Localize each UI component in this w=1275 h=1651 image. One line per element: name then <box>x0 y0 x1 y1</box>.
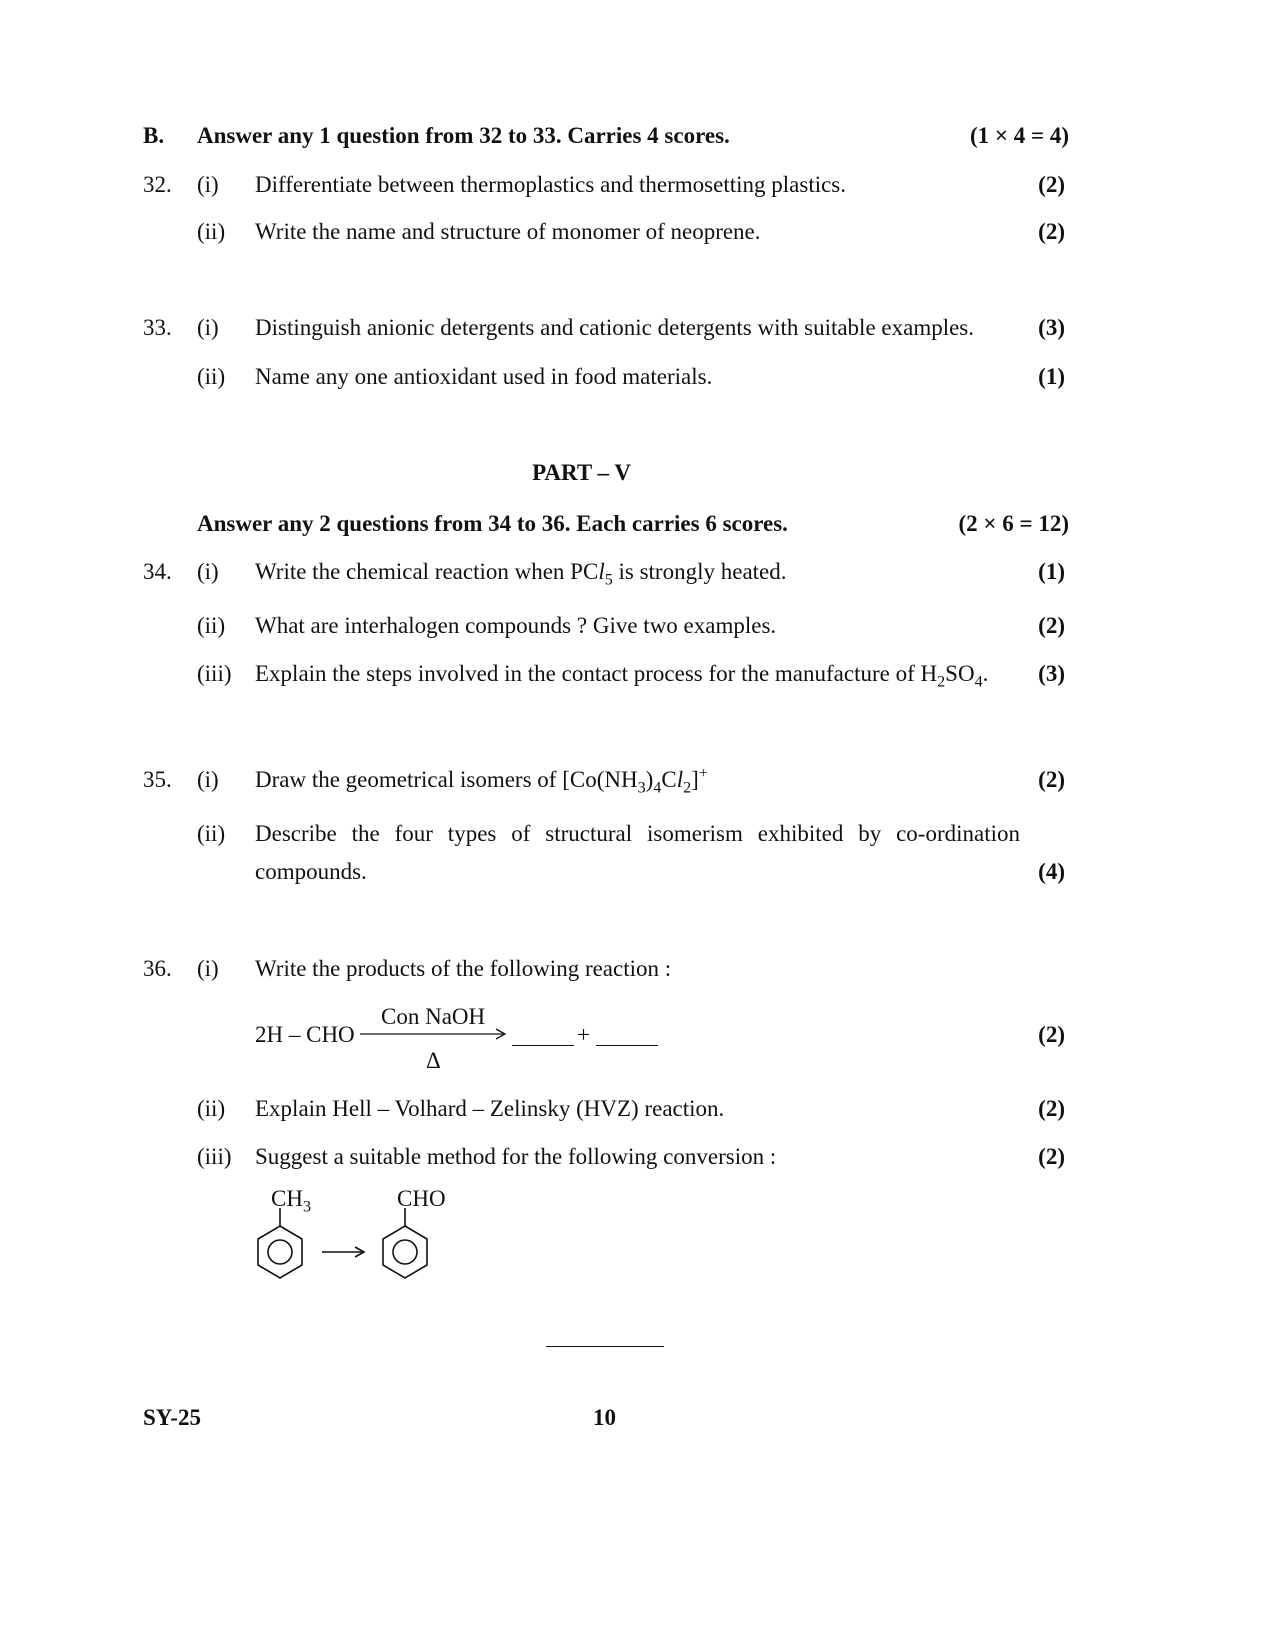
section-instruction: Answer any 2 questions from 34 to 36. Each carries 6 scores. <box>197 511 788 536</box>
part-label: (ii) <box>197 219 226 244</box>
part-title: PART – V <box>532 460 631 485</box>
question-text: compounds. <box>255 859 367 884</box>
question-number: 32. <box>143 172 172 197</box>
benzene-ring-icon <box>258 1208 302 1278</box>
score: (2) <box>1038 172 1065 197</box>
score: (1) <box>1038 559 1065 584</box>
subscript: 4 <box>653 779 662 797</box>
reagent-label: Con NaOH <box>381 1004 486 1029</box>
part-label: (ii) <box>197 613 226 638</box>
part-label: (i) <box>197 559 219 584</box>
condition-label: Δ <box>426 1048 441 1073</box>
subscript: 2 <box>937 673 946 691</box>
part-label: (i) <box>197 315 219 340</box>
subscript: 4 <box>974 673 983 691</box>
part-label: (iii) <box>197 661 232 686</box>
question-text: Distinguish anionic detergents and cationic detergents with suitable examples. <box>255 315 975 340</box>
question-text: Write the products of the following reaction : <box>255 956 672 981</box>
page-number: 10 <box>593 1405 616 1430</box>
plus-sign: + <box>577 1022 590 1047</box>
substituent-label <box>271 1186 311 1216</box>
question-text: What are interhalogen compounds ? Give two examples. <box>255 613 777 638</box>
score: (3) <box>1038 315 1065 340</box>
score: (2) <box>1038 767 1065 792</box>
question-text: Name any one antioxidant used in food materials. <box>255 364 713 389</box>
subscript: 5 <box>604 571 613 589</box>
text-segment: is strongly heated. <box>612 559 787 584</box>
text-segment: SO <box>945 661 975 686</box>
text-segment: CH <box>271 1186 303 1211</box>
question-text <box>255 559 787 589</box>
text-segment: ) <box>645 767 654 792</box>
benzene-ring-icon <box>383 1208 427 1278</box>
superscript: + <box>698 765 708 783</box>
part-label: (i) <box>197 956 219 981</box>
score: (3) <box>1038 661 1065 686</box>
part-label: (iii) <box>197 1144 232 1169</box>
text-segment: Explain the steps involved in the contact process for the manufacture of H <box>255 661 938 686</box>
score: (2) <box>1038 1096 1065 1121</box>
score: (2) <box>1038 219 1065 244</box>
question-text: Describe the four types of structural isomerism exhibited by co-ordination <box>255 821 1020 846</box>
benzene-conversion-diagram <box>250 1208 450 1290</box>
question-number: 34. <box>143 559 172 584</box>
score: (2) <box>1038 613 1065 638</box>
score: (2) <box>1038 1022 1065 1047</box>
subscript: 2 <box>683 779 692 797</box>
question-text <box>255 661 989 691</box>
text-segment: C <box>661 767 677 792</box>
text-segment: l <box>598 559 605 584</box>
question-number: 36. <box>143 956 172 981</box>
part-label: (ii) <box>197 364 226 389</box>
question-number: 33. <box>143 315 172 340</box>
text-segment: Write the chemical reaction when PC <box>255 559 599 584</box>
text-segment: Draw the geometrical isomers of [Co(NH <box>255 767 638 792</box>
question-text <box>255 765 708 797</box>
subscript: 3 <box>637 779 646 797</box>
answer-blank <box>512 1043 574 1046</box>
question-text: Differentiate between thermoplastics and thermosetting plastics. <box>255 172 847 197</box>
question-text: Write the name and structure of monomer of neoprene. <box>255 219 761 244</box>
section-total: (2 × 6 = 12) <box>958 511 1069 536</box>
question-text: Suggest a suitable method for the following conversion : <box>255 1144 777 1169</box>
text-segment: . <box>982 661 989 686</box>
paper-code: SY-25 <box>143 1405 201 1430</box>
score: (2) <box>1038 1144 1065 1169</box>
text-segment: ] <box>691 767 699 792</box>
section-total: (1 × 4 = 4) <box>969 123 1069 148</box>
section-letter: B. <box>143 123 165 148</box>
substituent-label: CHO <box>397 1186 446 1211</box>
part-label: (i) <box>197 767 219 792</box>
section-instruction: Answer any 1 question from 32 to 33. Carries 4 scores. <box>197 123 730 148</box>
subscript: 3 <box>302 1198 311 1216</box>
text-segment: l <box>676 767 684 792</box>
question-number: 35. <box>143 767 172 792</box>
part-label: (i) <box>197 172 219 197</box>
reaction-arrow <box>360 1028 508 1040</box>
end-divider <box>546 1346 664 1347</box>
part-label: (ii) <box>197 1096 226 1121</box>
question-text: Explain Hell – Volhard – Zelinsky (HVZ) reaction. <box>255 1096 725 1121</box>
answer-blank <box>596 1043 658 1046</box>
score: (4) <box>1038 859 1065 884</box>
part-label: (ii) <box>197 821 226 846</box>
conversion-arrow-icon <box>322 1247 364 1257</box>
score: (1) <box>1038 364 1065 389</box>
reactant: 2H – CHO <box>255 1022 355 1047</box>
